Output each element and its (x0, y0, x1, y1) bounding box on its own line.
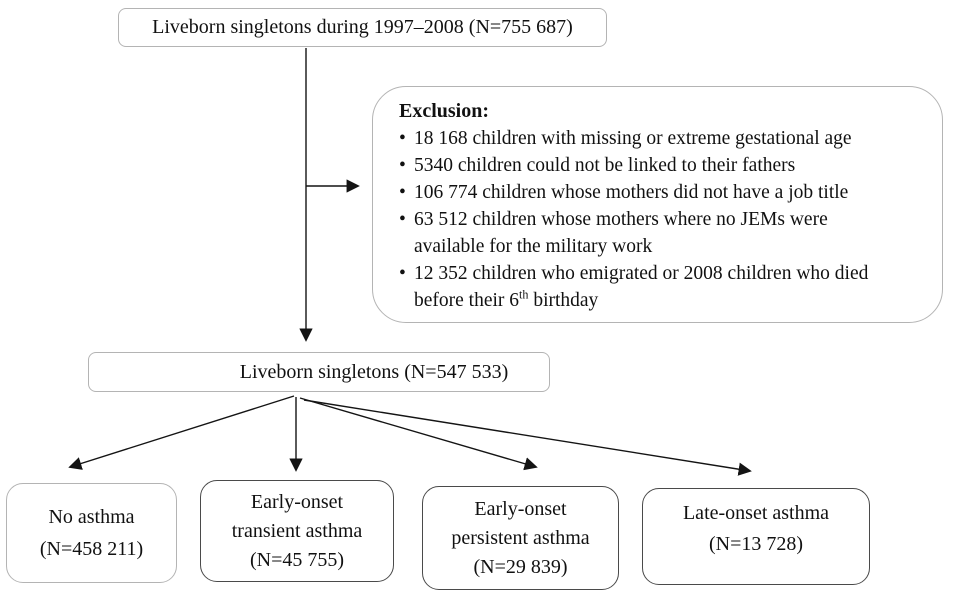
outcome-label-line: Early-onset (474, 497, 567, 520)
bullet-icon: • (399, 209, 406, 230)
exclusion-item-text: 18 168 children with missing or extreme gestational age (414, 128, 852, 149)
outcome-n-value: (N=45 755) (249, 548, 345, 571)
exclusion-item (399, 125, 926, 152)
box-early-onset-transient-asthma (200, 480, 394, 582)
exclusion-item (399, 152, 926, 179)
box-exclusion (372, 86, 943, 323)
bullet-icon: • (399, 182, 406, 203)
arrow-to-late-onset (304, 400, 750, 471)
exclusion-item-text (414, 206, 828, 260)
exclusion-item (399, 260, 926, 314)
box-early-onset-persistent-asthma (422, 486, 619, 590)
outcome-label-line: Late-onset asthma (682, 502, 830, 524)
bullet-icon: • (399, 155, 406, 176)
final-population-label: Liveborn singletons (N=547 533) (239, 360, 509, 383)
arrow-to-no-asthma (70, 396, 294, 467)
box-total-population (118, 8, 607, 47)
exclusion-item-line: 63 512 children whose mothers where no JEMs were (414, 209, 828, 230)
outcome-n-value: (N=13 728) (708, 533, 804, 555)
total-population-label: Liveborn singletons during 1997–2008 (N=755 687) (152, 16, 573, 38)
outcome-label-line: No asthma (48, 506, 135, 528)
exclusion-title: Exclusion: (399, 100, 490, 122)
exclusion-item-line: 12 352 children who emigrated or 2008 children who died (414, 263, 869, 284)
box-final-population (88, 352, 550, 392)
exclusion-item-line-post: birthday (528, 290, 599, 311)
bullet-icon: • (399, 263, 406, 284)
outcome-n-value: (N=458 211) (39, 538, 144, 560)
box-late-onset-asthma (642, 488, 870, 585)
arrow-to-early-persistent (300, 398, 536, 467)
bullet-icon: • (399, 128, 406, 149)
outcome-label-line: Early-onset (250, 490, 344, 513)
exclusion-item-text: 5340 children could not be linked to their fathers (414, 155, 796, 176)
exclusion-item-line-pre: before their 6 (414, 290, 520, 311)
outcome-label-line: persistent asthma (451, 526, 590, 549)
exclusion-item (399, 179, 926, 206)
exclusion-item-line: available for the military work (414, 236, 653, 257)
outcome-n-value: (N=29 839) (473, 555, 568, 578)
ordinal-superscript: th (519, 287, 529, 302)
outcome-label-line: transient asthma (231, 519, 363, 542)
exclusion-item-text: 106 774 children whose mothers did not have a job title (414, 182, 849, 203)
box-no-asthma (6, 483, 177, 583)
exclusion-item-line (414, 287, 868, 314)
exclusion-item-text (414, 260, 868, 314)
exclusion-item (399, 206, 926, 260)
